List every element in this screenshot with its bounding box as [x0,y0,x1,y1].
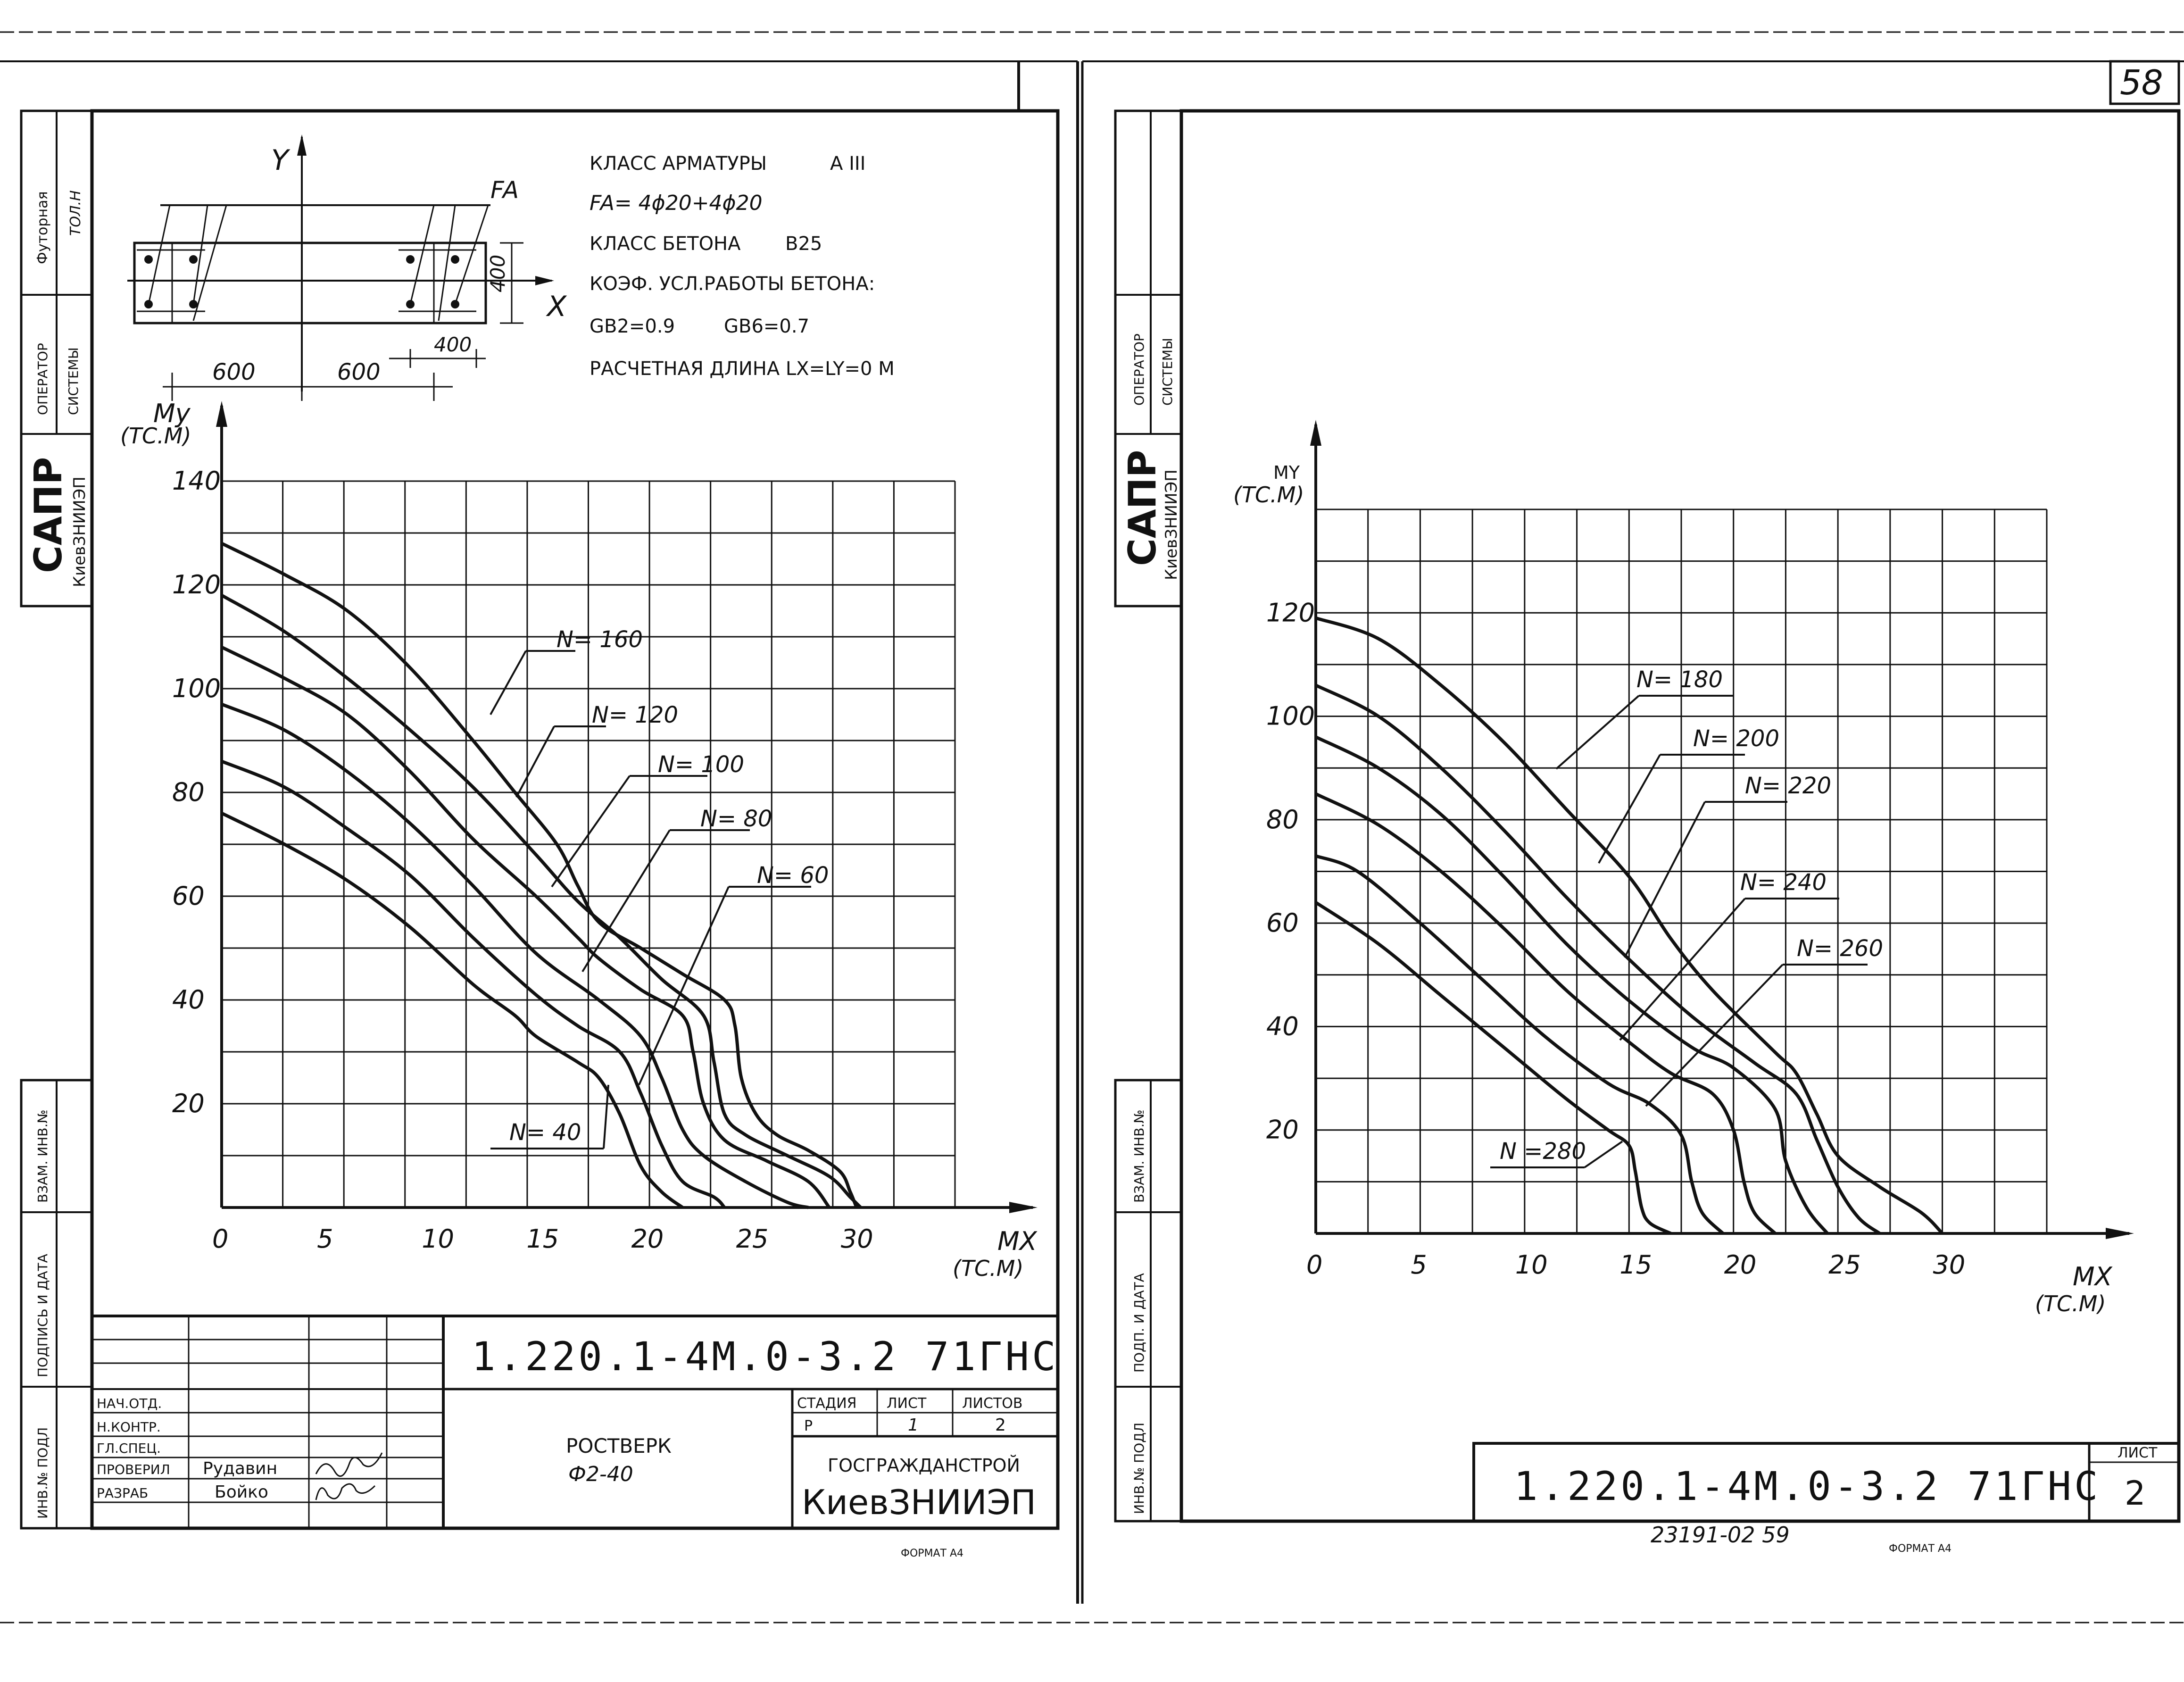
leader-line [1646,965,1783,1106]
chart-left-xlabel-1: MX [997,1226,1037,1256]
spec-coef: КОЭФ. УСЛ.РАБОТЫ БЕТОНА: [590,273,875,295]
leader-line [490,651,526,715]
curve-label-text: N= 60 [757,862,829,889]
title-rostverk: РОСТВЕРК [566,1434,672,1457]
chart-left [120,399,1038,1281]
page-number: 58 [2120,63,2163,102]
section-x-label: X [547,290,567,323]
x-axis-arrow [2106,1228,2134,1239]
y-axis-arrow [1310,420,1321,446]
side-inv: ИНВ.№ ПОДЛ [35,1427,50,1519]
side-material: Футорная [34,191,51,264]
side-operator-r: ОПЕРАТОР [1131,333,1147,406]
spec-concrete-label: КЛАСС БЕТОНА [590,233,741,255]
leader-line [516,726,554,797]
title-f2-40: Ф2-40 [568,1462,633,1486]
side-system: СИСТЕМЫ [66,347,81,415]
dim-400-bottom: 400 [434,333,472,356]
chart-right-grid [1316,509,2047,1233]
leader-line [639,887,729,1085]
curve-label-text: N= 240 [1740,869,1827,896]
spec-gb6: GB6=0.7 [724,316,810,337]
chart-left-grid [222,481,955,1207]
y-tick-label: 40 [172,985,205,1015]
chart-right-axes [1310,420,2134,1239]
x-tick-label: 25 [1828,1250,1861,1280]
curve-label-n80 [582,806,772,972]
y-tick-label: 20 [1266,1115,1299,1145]
side-vzam: ВЗАМ. ИНВ.№ [35,1109,50,1203]
curve-label-text: N= 120 [592,702,678,728]
y-tick-label: 60 [172,881,205,911]
right-sheet-label: ЛИСТ [2118,1445,2158,1461]
chart-left-axes [216,401,1038,1213]
y-tick-label: 40 [1266,1011,1299,1041]
spec-block [590,153,895,380]
curve-label-n220 [1625,773,1831,958]
curve-label-n280 [1490,1138,1622,1167]
side-system-r: СИСТЕМЫ [1160,338,1175,406]
chart-right [1233,420,2134,1316]
chart-right-ylabel-1: MY [1273,462,1300,483]
curve-label-n40 [490,1085,608,1149]
y-tick-label: 20 [172,1089,205,1118]
y-tick-label: 120 [172,570,221,600]
leader-line [1625,802,1705,958]
chart-right-ylabel-2: (ТС.М) [1233,482,1304,508]
curve-label-text: N= 220 [1745,773,1831,799]
curve-label-n180 [1556,666,1733,769]
org-kievzniiep: КиевЗНИИЭП [802,1482,1037,1522]
x-tick-label: 30 [840,1224,873,1254]
name-proveril: Рудавин [203,1459,278,1478]
leader-line [1585,1141,1622,1167]
curve-label-text: N= 260 [1797,935,1883,962]
spec-gb2: GB2=0.9 [590,316,675,337]
value-sheets: 2 [995,1416,1006,1435]
label-sheets: ЛИСТОВ [962,1395,1023,1412]
section-sketch [127,134,567,401]
curve-label-n160 [490,626,643,715]
sheet-frames [0,32,2184,1623]
title-code-right: 1.220.1-4М.0-3.2 71ГНС [1514,1463,2101,1509]
signature-razrab [316,1484,375,1500]
side-podp-r: ПОДП. И ДАТА [1131,1273,1147,1373]
right-side-stamp [1115,111,1181,1521]
x-tick-label: 5 [1411,1250,1427,1280]
value-stage: Р [804,1418,813,1434]
format-left: ФОРМАТ А4 [901,1548,964,1559]
leader-line [1556,696,1639,769]
title-code-left: 1.220.1-4М.0-3.2 71ГНС [472,1333,1059,1380]
dim-600a: 600 [212,359,256,385]
side-inv-r: ИНВ.№ ПОДЛ [1131,1422,1147,1514]
label-sheet: ЛИСТ [887,1395,927,1412]
curve-label-text: N= 80 [700,806,772,832]
row-n-kontr: Н.КОНТР. [97,1419,161,1435]
x-tick-label: 10 [1515,1250,1548,1280]
x-tick-label: 5 [317,1224,333,1254]
side-operator: ОПЕРАТОР [35,343,50,415]
row-nach-otd: НАЧ.ОТД. [97,1396,162,1411]
right-sheet-value: 2 [2125,1474,2146,1513]
side-org: КиевЗНИИЭП [70,476,89,587]
chart-left-ylabel-2: (ТС.М) [120,423,191,449]
format-right: ФОРМАТ А4 [1889,1543,1952,1555]
x-tick-label: 20 [1724,1250,1757,1280]
chart-right-xlabel-2: (ТС.М) [2035,1291,2106,1316]
row-gl-spec: ГЛ.СПЕЦ. [97,1441,161,1456]
side-podpis: ПОДПИСЬ И ДАТА [35,1254,50,1377]
x-tick-label: 15 [1619,1250,1653,1280]
curve-label-text: N= 160 [556,626,643,653]
title-block-right [1474,1443,2179,1555]
side-vzam-r: ВЗАМ. ИНВ.№ [1131,1109,1147,1203]
y-tick-label: 100 [1266,701,1315,731]
org-gosgrazhdanstroi: ГОСГРАЖДАНСТРОЙ [828,1455,1020,1476]
row-proveril: ПРОВЕРИЛ [97,1462,170,1477]
leader-line [604,1085,608,1149]
chart-right-xlabel-1: MX [2073,1262,2112,1291]
spec-armature-label: КЛАСС АРМАТУРЫ [590,153,767,175]
series-line-280 [1316,902,1671,1233]
curve-label-text: N= 180 [1636,666,1723,693]
x-tick-label: 10 [422,1224,455,1254]
left-side-stamp [21,111,92,1528]
x-tick-label: 20 [631,1224,664,1254]
dim-600b: 600 [337,359,381,385]
y-tick-label: 140 [172,466,221,496]
spec-armature-value: А III [830,153,866,175]
curve-label-text: N= 200 [1693,725,1779,752]
y-tick-label: 80 [1266,804,1299,834]
leader-line [582,830,670,972]
y-tick-label: 60 [1266,908,1299,938]
chart-right-curve-labels [1490,666,1883,1167]
chart-left-ylabel-1: My [153,399,191,428]
x-axis-arrow [1009,1202,1038,1213]
value-sheet: 1 [908,1416,919,1435]
y-tick-label: 80 [172,777,205,807]
side-sapr-r: САПР [1121,450,1164,566]
x-tick-label: 15 [526,1224,559,1254]
y-tick-label: 120 [1266,598,1315,628]
spec-length: РАСЧЕТНАЯ ДЛИНА LX=LY=0 M [590,358,895,380]
section-fa-label: FA [490,176,519,204]
right-footnote: 23191-02 59 [1651,1522,1790,1548]
curve-label-n120 [516,702,678,797]
spec-fa: FA= 4ϕ20+4ϕ20 [590,191,763,215]
side-material-sub: ТОЛ.Н [67,190,84,236]
section-y-label: Y [271,144,289,177]
side-sapr: САПР [26,457,70,573]
row-razrab: РАЗРАБ [97,1485,149,1501]
curve-label-text: N= 100 [658,751,744,778]
dim-400-side: 400 [486,254,509,292]
signature-proveril [316,1453,382,1476]
spec-concrete-value: B25 [785,233,822,255]
side-org-r: КиевЗНИИЭП [1162,469,1181,580]
name-razrab: Бойко [215,1482,268,1502]
x-tick-label: 25 [736,1224,769,1254]
label-stage: СТАДИЯ [797,1395,857,1412]
x-tick-label: 0 [212,1224,229,1254]
y-tick-label: 100 [172,674,221,703]
curve-label-text: N= 40 [509,1119,581,1146]
rebar-bars [137,205,488,323]
x-tick-label: 0 [1306,1250,1323,1280]
chart-left-xlabel-2: (ТС.М) [953,1256,1024,1281]
series-line-260 [1316,856,1723,1233]
y-axis-arrow [216,401,227,427]
title-block-left [92,1316,1059,1559]
curve-label-text: N =280 [1500,1138,1586,1165]
x-tick-label: 30 [1933,1250,1966,1280]
